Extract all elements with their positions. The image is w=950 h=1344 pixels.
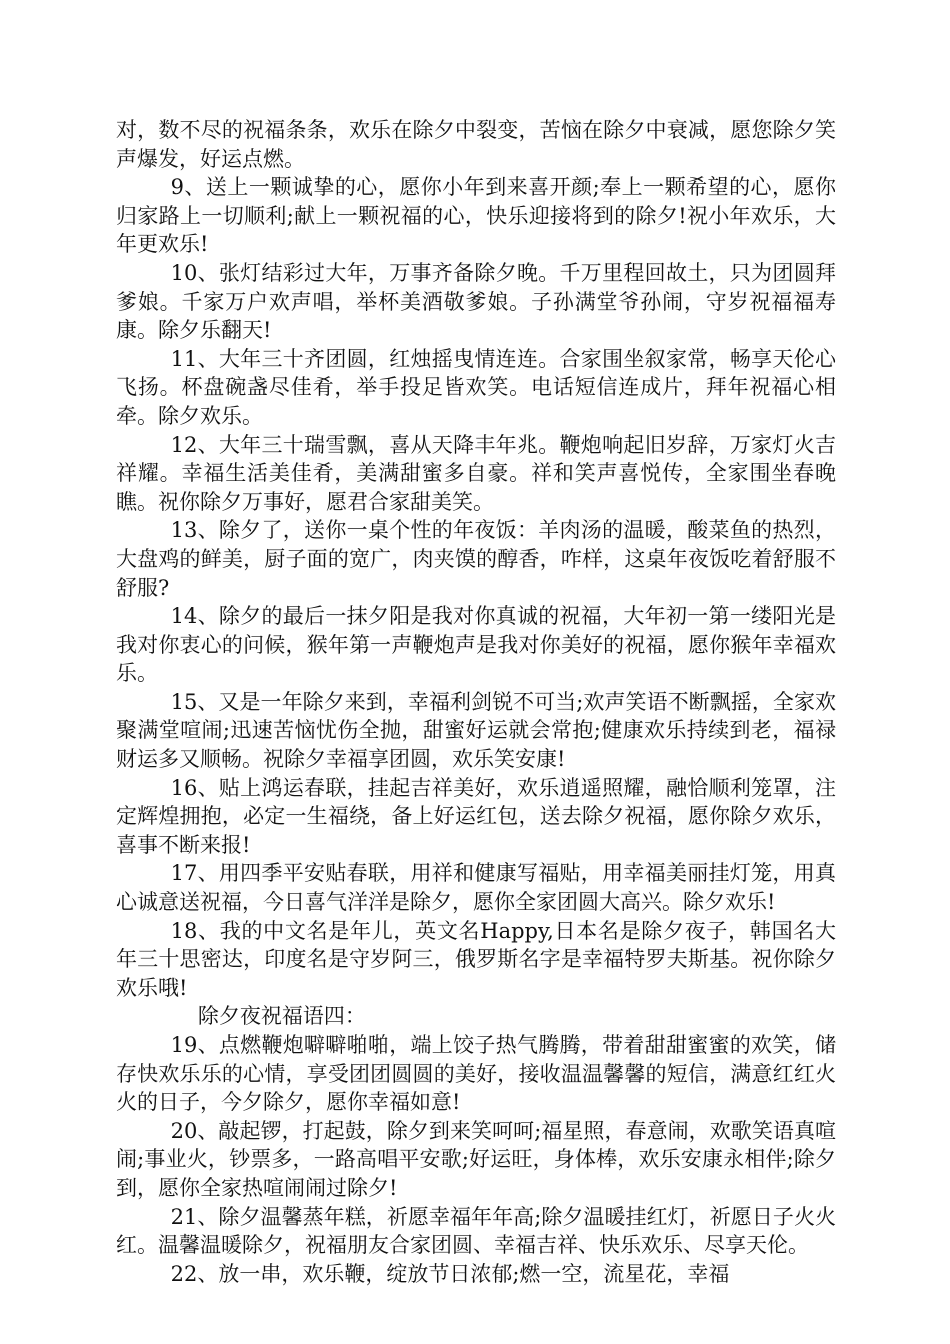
paragraph-item-14: 14、除夕的最后一抹夕阳是我对你真诚的祝福，大年初一第一缕阳光是我对你衷心的问候，猴年第一声鞭炮声是我对你美好的祝福，愿你猴年幸福欢乐。 [116, 604, 836, 686]
paragraph-item-21: 21、除夕温馨蒸年糕，祈愿幸福年年高;除夕温暖挂红灯，祈愿日子火火红。温馨温暖除夕，祝福朋友合家团圆、幸福吉祥、快乐欢乐、尽享天伦。 [116, 1204, 836, 1258]
document-page [116, 116, 836, 1288]
paragraph-item-18: 18、我的中文名是年儿，英文名Happy,日本名是除夕夜子，韩国名大年三十思密达，印度名是守岁阿三，俄罗斯名字是幸福特罗夫斯基。祝你除夕欢乐哦! [116, 918, 836, 1000]
paragraph-item-20: 20、敲起锣，打起鼓，除夕到来笑呵呵;福星照，春意闹，欢歌笑语真喧闹;事业火，钞票多，一路高唱平安歌;好运旺，身体棒，欢乐安康永相伴;除夕到，愿你全家热喧闹闹过除夕! [116, 1118, 836, 1200]
paragraph-item-16: 16、贴上鸿运春联，挂起吉祥美好，欢乐逍遥照耀，融恰顺利笼罩，注定辉煌拥抱，必定一生福绕，备上好运红包，送去除夕祝福，愿你除夕欢乐，喜事不断来报! [116, 775, 836, 857]
section-heading: 除夕夜祝福语四： [197, 1004, 366, 1029]
paragraph-item-17: 17、用四季平安贴春联，用祥和健康写福贴，用幸福美丽挂灯笼，用真心诚意送祝福，今日喜气洋洋是除夕，愿你全家团圆大高兴。除夕欢乐! [116, 861, 836, 915]
paragraph-item-22: 22、放一串，欢乐鞭，绽放节日浓郁;燃一空，流星花，幸福 [170, 1261, 730, 1286]
paragraph-continuation: 对，数不尽的祝福条条，欢乐在除夕中裂变，苦恼在除夕中衰减，愿您除夕笑声爆发，好运点燃。 [116, 118, 836, 171]
paragraph-item-11: 11、大年三十齐团圆，红烛摇曳情连连。合家围坐叙家常，畅享天伦心飞扬。杯盘碗盏尽佳肴，举手投足皆欢笑。电话短信连成片，拜年祝福心相牵。除夕欢乐。 [116, 346, 836, 428]
paragraph-item-15: 15、又是一年除夕来到，幸福利剑锐不可当;欢声笑语不断飘摇，全家欢聚满堂喧闹;迅速苦恼忧伤全抛，甜蜜好运就会常抱;健康欢乐持续到老，福禄财运多又顺畅。祝除夕幸福享团圆，欢乐笑安康! [116, 689, 836, 772]
paragraph-item-9: 9、送上一颗诚挚的心，愿你小年到来喜开颜;奉上一颗希望的心，愿你归家路上一切顺利;献上一颗祝福的心，快乐迎接将到的除夕!祝小年欢乐，大年更欢乐! [116, 175, 836, 257]
paragraph-item-19: 19、点燃鞭炮噼噼啪啪，端上饺子热气腾腾，带着甜甜蜜蜜的欢笑，储存快欢乐乐的心情，享受团团圆圆的美好，接收温温馨馨的短信，满意红红火火的日子，今夕除夕，愿你幸福如意! [116, 1033, 836, 1115]
paragraph-item-10: 10、张灯结彩过大年，万事齐备除夕晚。千万里程回故土，只为团圆拜爹娘。千家万户欢声唱，举杯美酒敬爹娘。子孙满堂爷孙闹，守岁祝福福寿康。除夕乐翻天! [116, 260, 836, 343]
paragraph-item-12: 12、大年三十瑞雪飘，喜从天降丰年兆。鞭炮响起旧岁辞，万家灯火吉祥耀。幸福生活美佳肴，美满甜蜜多自豪。祥和笑声喜悦传，全家围坐春晚瞧。祝你除夕万事好，愿君合家甜美笑。 [116, 432, 836, 514]
paragraph-item-13: 13、除夕了，送你一桌个性的年夜饭：羊肉汤的温暖，酸菜鱼的热烈，大盘鸡的鲜美，厨子面的宽广，肉夹馍的醇香，咋样，这桌年夜饭吃着舒服不舒服? [116, 518, 836, 600]
